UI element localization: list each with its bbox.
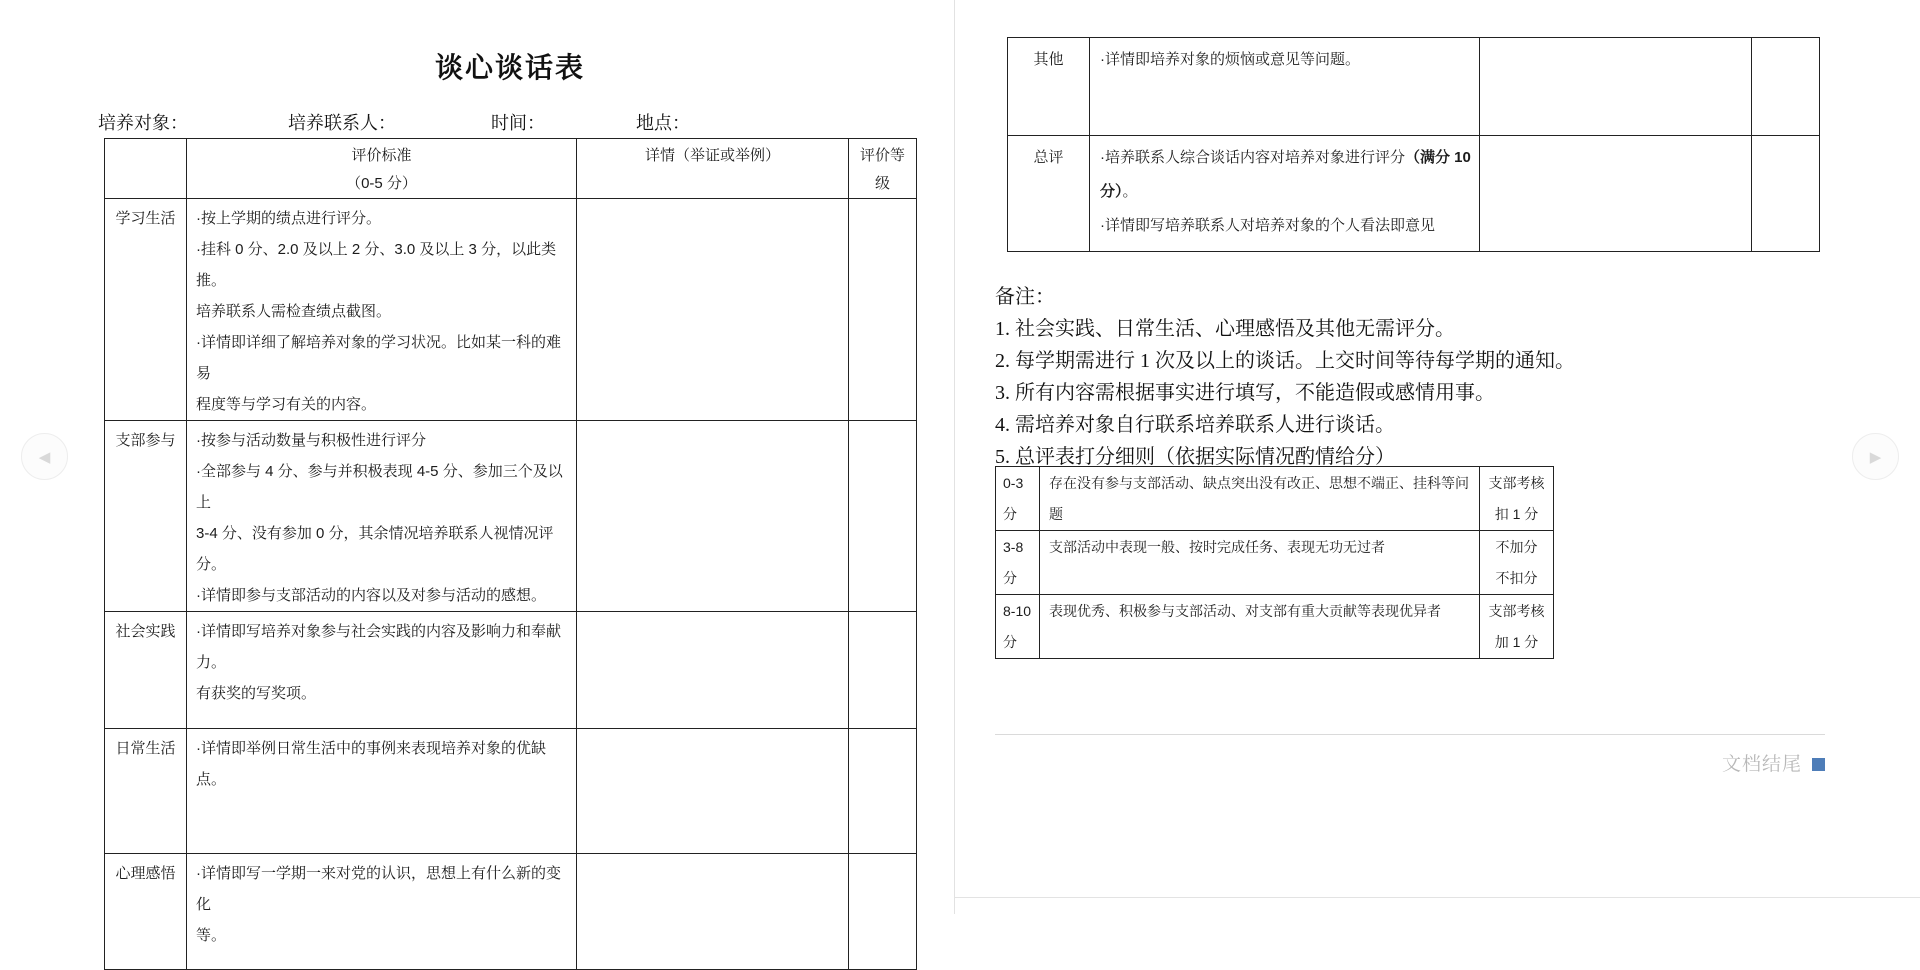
criteria-line: 有获奖的写奖项。 [196,685,317,702]
previous-page-button[interactable] [21,433,68,480]
detail-entry-cell [577,199,849,421]
field-label-trainee: 培养对象： [98,113,188,133]
header-detail-label: 详情（举证或举例） [644,147,780,164]
rubric-description-cell [1040,467,1480,531]
rubric-description: 支部活动中表现一般、按时完成任务、表现无功无过者 [1049,539,1385,555]
criteria-line: ·详情即详细了解培养对象的学习状况。比如某一科的难易 [196,334,561,382]
page-title: 谈心谈话表 [434,53,585,84]
criteria-line: 程度等与学习有关的内容。 [196,396,377,413]
category-label: 其他 [1008,38,1090,136]
score-range-line: 0-3 [1003,475,1024,491]
criteria-line: ·详情即举例日常生活中的事例来表现培养对象的优缺点。 [196,740,546,788]
evaluation-table-header-row [105,139,917,199]
detail-entry-cell [1480,136,1752,252]
criteria-cell [1090,136,1480,252]
criteria-line: ·详情即参与支部活动的内容以及对参与活动的感想。 [196,587,546,604]
rubric-result-line: 支部考核 [1488,475,1545,491]
rubric-result-line: 不加分 [1495,539,1538,555]
note-item: 1. 社会实践、日常生活、心理感悟及其他无需评分。 [995,318,1455,340]
rubric-description: 存在没有参与支部活动、缺点突出没有改正、思想不端正、挂科等问题 [1049,475,1469,522]
field-label-time: 时间： [491,113,545,133]
detail-entry-cell [577,729,849,854]
header-corner-cell [105,139,187,199]
note-item: 2. 每学期需进行 1 次及以上的谈话。上交时间等待每学期的通知。 [995,350,1575,372]
rubric-result-cell [1480,531,1554,595]
text-segment: ·培养联系人综合谈话内容对培养对象进行评分 [1100,149,1405,166]
rubric-row [996,595,1554,659]
evaluation-row [105,421,917,612]
document-page-2 [995,0,1835,914]
page-separator [954,0,955,914]
criteria-line [1100,209,1471,243]
rubric-result-line: 扣 1 分 [1494,506,1539,522]
header-criteria-line: 评价标准 [351,147,412,164]
note-item: 5. 总评表打分细则（依据实际情况酌情给分） [995,446,1395,468]
criteria-line: ·按上学期的绩点进行评分。 [196,210,381,227]
criteria-line: ·详情即写一学期一来对党的认识，思想上有什么新的变化 [196,865,561,913]
score-range-line: 分 [1003,570,1017,586]
criteria-line [1100,141,1471,175]
criteria-line: ·按参与活动数量与积极性进行评分 [196,432,426,449]
field-label-contact: 培养联系人： [288,113,396,133]
next-page-button[interactable] [1852,433,1899,480]
rubric-result-cell [1480,467,1554,531]
field-label-location: 地点： [636,113,690,133]
detail-entry-cell [577,612,849,729]
criteria-line: 培养联系人需检查绩点截图。 [196,303,392,320]
note-item: 3. 所有内容需根据事实进行填写，不能造假或感情用事。 [995,382,1495,404]
score-range-cell [996,595,1040,659]
end-of-document-marker [995,749,1825,776]
evaluation-row [1008,38,1820,136]
rubric-result-line: 支部考核 [1488,603,1545,619]
text-segment: ·详情即培养对象的烦恼或意见等问题。 [1100,51,1360,68]
scoring-rubric-table [995,466,1554,659]
end-of-document-rule [995,734,1825,735]
header-criteria-scale: （0-5 分） [346,175,417,192]
detail-entry-cell [1480,38,1752,136]
category-label: 社会实践 [105,612,187,729]
meta-fields-row [98,110,690,136]
category-label: 日常生活 [105,729,187,854]
rubric-row [996,467,1554,531]
end-of-document-label: 文档结尾 [1721,754,1802,775]
note-item: 4. 需培养对象自行联系培养联系人进行谈话。 [995,414,1395,436]
header-detail-cell [577,139,849,199]
score-range-line: 8-10 [1003,603,1032,619]
notes-heading: 备注： [995,286,1055,308]
grade-entry-cell [849,854,917,970]
evaluation-table [104,138,917,970]
criteria-cell [187,199,577,421]
rubric-result-line: 加 1 分 [1494,634,1539,650]
grade-entry-cell [1752,136,1820,252]
evaluation-row [105,729,917,854]
category-label: 总评 [1008,136,1090,252]
detail-entry-cell [577,421,849,612]
criteria-cell [1090,38,1480,136]
grade-entry-cell [849,612,917,729]
criteria-line: ·挂科 0 分、2.0 及以上 2 分、3.0 及以上 3 分，以此类推。 [196,241,557,289]
text-segment: 。 [1122,183,1138,200]
score-range-line: 3-8 [1003,539,1024,555]
category-label: 心理感悟 [105,854,187,970]
rubric-description-cell [1040,531,1480,595]
chevron-right-icon: ▶ [1869,447,1882,466]
grade-entry-cell [1752,38,1820,136]
criteria-line [1100,175,1471,209]
detail-entry-cell [577,854,849,970]
header-grade-cell [849,139,917,199]
notes-section [995,281,1575,473]
chevron-left-icon: ◀ [38,447,51,466]
criteria-cell [187,729,577,854]
header-grade-line2: 级 [874,175,890,192]
text-segment: ·详情即写培养联系人对培养对象的个人看法即意见 [1100,217,1435,234]
criteria-cell [187,854,577,970]
header-criteria-cell [187,139,577,199]
criteria-line: ·详情即写培养对象参与社会实践的内容及影响力和奉献力。 [196,623,561,671]
evaluation-row [105,612,917,729]
grade-entry-cell [849,199,917,421]
criteria-line [1100,43,1471,77]
category-label: 学习生活 [105,199,187,421]
end-of-document-square-icon [1812,758,1825,771]
criteria-line: 3-4 分、没有参加 0 分，其余情况培养联系人视情况评分。 [196,525,554,573]
score-range-line: 分 [1003,506,1017,522]
evaluation-row [105,854,917,970]
rubric-description-cell [1040,595,1480,659]
category-label: 支部参与 [105,421,187,612]
rubric-result-line: 不扣分 [1495,570,1538,586]
score-range-line: 分 [1003,634,1017,650]
grade-entry-cell [849,421,917,612]
rubric-result-cell [1480,595,1554,659]
criteria-cell [187,421,577,612]
score-range-cell [996,467,1040,531]
evaluation-row [105,199,917,421]
rubric-description: 表现优秀、积极参与支部活动、对支部有重大贡献等表现优异者 [1049,603,1441,619]
header-grade-line1: 评价等 [859,147,905,164]
criteria-cell [187,612,577,729]
criteria-line: ·全部参与 4 分、参与并积极表现 4-5 分、参加三个及以上 [196,463,563,511]
criteria-line: 等。 [196,927,227,944]
text-segment: （满分 10 [1405,149,1471,166]
text-segment: 分） [1100,183,1123,200]
evaluation-table-continued [1007,37,1820,252]
score-range-cell [996,531,1040,595]
rubric-row [996,531,1554,595]
document-page-1 [98,0,931,944]
grade-entry-cell [849,729,917,854]
evaluation-row [1008,136,1820,252]
